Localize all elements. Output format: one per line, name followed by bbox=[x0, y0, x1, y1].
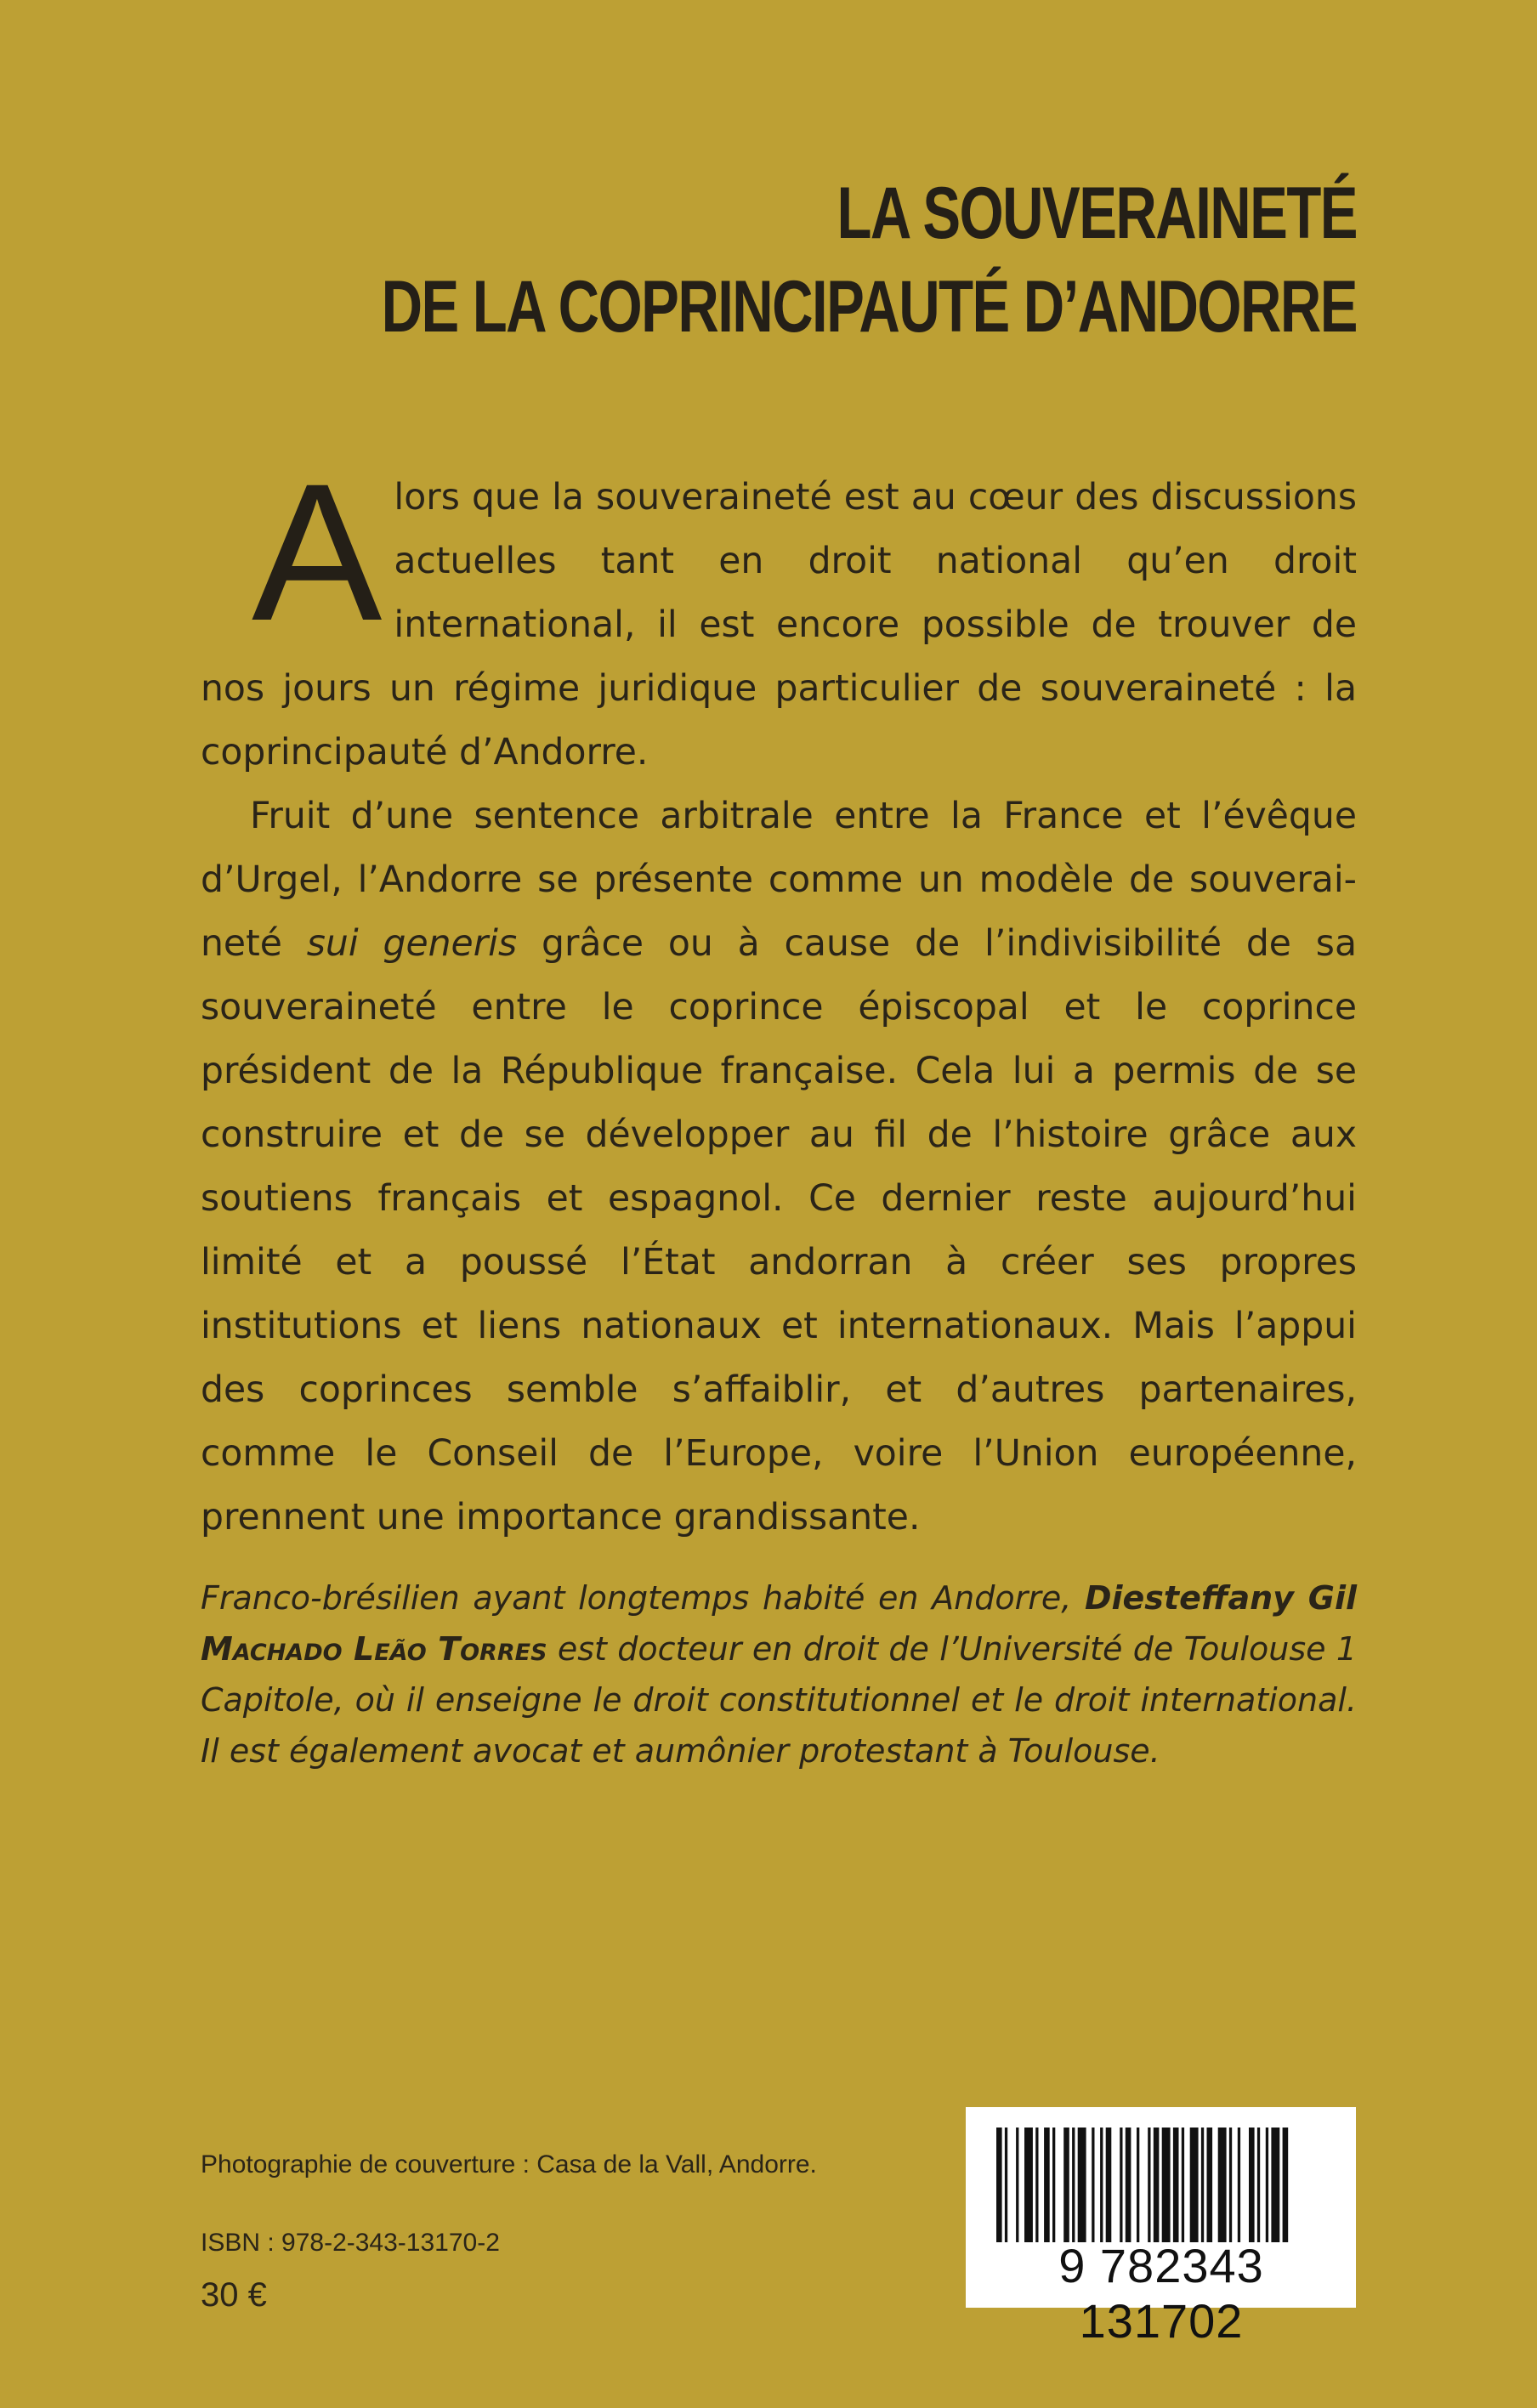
drop-cap: A bbox=[252, 443, 383, 661]
bio-rest: est docteur en droit de l’Université de Toulouse 1 Capitole, où il enseigne le droit constitutionnel et le droit international. Il est également avocat et aumônier protestant à Toulouse. bbox=[201, 1630, 1358, 1770]
title-line-1: LA SOUVERAINETÉ bbox=[837, 173, 1357, 254]
barcode-bar bbox=[1024, 2128, 1033, 2242]
barcode-bar bbox=[1207, 2128, 1213, 2242]
barcode-bar bbox=[1271, 2128, 1279, 2242]
barcode-bar bbox=[1154, 2128, 1160, 2242]
barcode-bar bbox=[1201, 2128, 1204, 2242]
author-first-name: Diesteffany Gil bbox=[1084, 1579, 1358, 1617]
photo-credit: Photographie de couverture : Casa de la Vall, Andorre. bbox=[201, 2150, 817, 2179]
barcode-bar bbox=[1162, 2128, 1171, 2242]
barcode-bar bbox=[1266, 2128, 1268, 2242]
barcode-bar bbox=[1126, 2128, 1131, 2242]
barcode-bar bbox=[1283, 2128, 1289, 2242]
barcode-bar bbox=[1148, 2128, 1150, 2242]
barcode-bar bbox=[1100, 2128, 1103, 2242]
barcode-bar bbox=[1092, 2128, 1094, 2242]
summary-paragraph-1 bbox=[201, 443, 1357, 785]
author-bio bbox=[201, 1572, 1357, 1776]
barcode-bar bbox=[1106, 2128, 1112, 2242]
barcode-bar bbox=[1257, 2128, 1260, 2242]
bio-intro: Franco-brésilien ayant longtemps habité en Andorre, bbox=[201, 1579, 1085, 1617]
summary-p2-italic: sui generis bbox=[306, 923, 518, 965]
summary-p1-text: lors que la souveraineté est au cœur des discussions actuelles tant en droit national qu’en droit international, il est encore possible de trouver de nos jours un régime juridique particulier de souveraineté : la coprincipauté d’Andorre. bbox=[201, 477, 1357, 773]
barcode-bar bbox=[1229, 2128, 1232, 2242]
barcode-bar bbox=[1120, 2128, 1122, 2242]
summary-p2-end: grâce ou à cause de l’indivisibilité de sa souveraineté entre le coprince épiscopal et le coprince président de la République française. Cela lui a permis de se construire et de se développer au fil de l’histoire grâce aux soutiens français et espagnol. Ce dernier reste aujourd’hui limité et a poussé l’État andorran à créer ses propres institutions et liens nationaux et internationaux. Mais l’appui des coprinces semble s’affaiblir, et d’autres partenaires, comme le Conseil de l’Europe, voire l’Union européenne, prennent une importance grandissante. bbox=[201, 923, 1357, 1538]
book-title bbox=[382, 167, 1357, 354]
title-line-2: DE LA COPRINCIPAUTÉ D’ANDORRE bbox=[381, 266, 1357, 348]
barcode-bars bbox=[996, 2128, 1328, 2242]
barcode-bar bbox=[1078, 2128, 1086, 2242]
author-last-name: Machado Leão Torres bbox=[201, 1630, 547, 1668]
barcode-bar bbox=[1072, 2128, 1075, 2242]
barcode-bar bbox=[1016, 2128, 1018, 2242]
barcode-bar bbox=[1238, 2128, 1240, 2242]
barcode-bar bbox=[1190, 2128, 1199, 2242]
barcode-digits: 9 782343 131702 bbox=[1058, 2239, 1264, 2348]
barcode-bar bbox=[1218, 2128, 1227, 2242]
barcode-bar bbox=[1249, 2128, 1255, 2242]
barcode-bar bbox=[1044, 2128, 1050, 2242]
barcode-bar bbox=[996, 2128, 1002, 2242]
barcode-bar bbox=[1182, 2128, 1184, 2242]
barcode-bar bbox=[1173, 2128, 1179, 2242]
summary-text bbox=[201, 443, 1357, 1550]
barcode bbox=[966, 2107, 1356, 2348]
summary-p2-start: Fruit d’une sentence arbitrale entre la France et l’évêque d’Urgel, l’Andorre se présente comme un modèle de souverai-neté bbox=[201, 796, 1357, 965]
price: 30 € bbox=[201, 2276, 267, 2314]
isbn: ISBN : 978-2-343-13170-2 bbox=[201, 2229, 500, 2257]
barcode-bar bbox=[1063, 2128, 1069, 2242]
barcode-bar bbox=[1137, 2128, 1139, 2242]
barcode-bar bbox=[1035, 2128, 1038, 2242]
barcode-bar bbox=[1005, 2128, 1007, 2242]
barcode-bar bbox=[1052, 2128, 1055, 2242]
summary-paragraph-2 bbox=[201, 785, 1357, 1550]
